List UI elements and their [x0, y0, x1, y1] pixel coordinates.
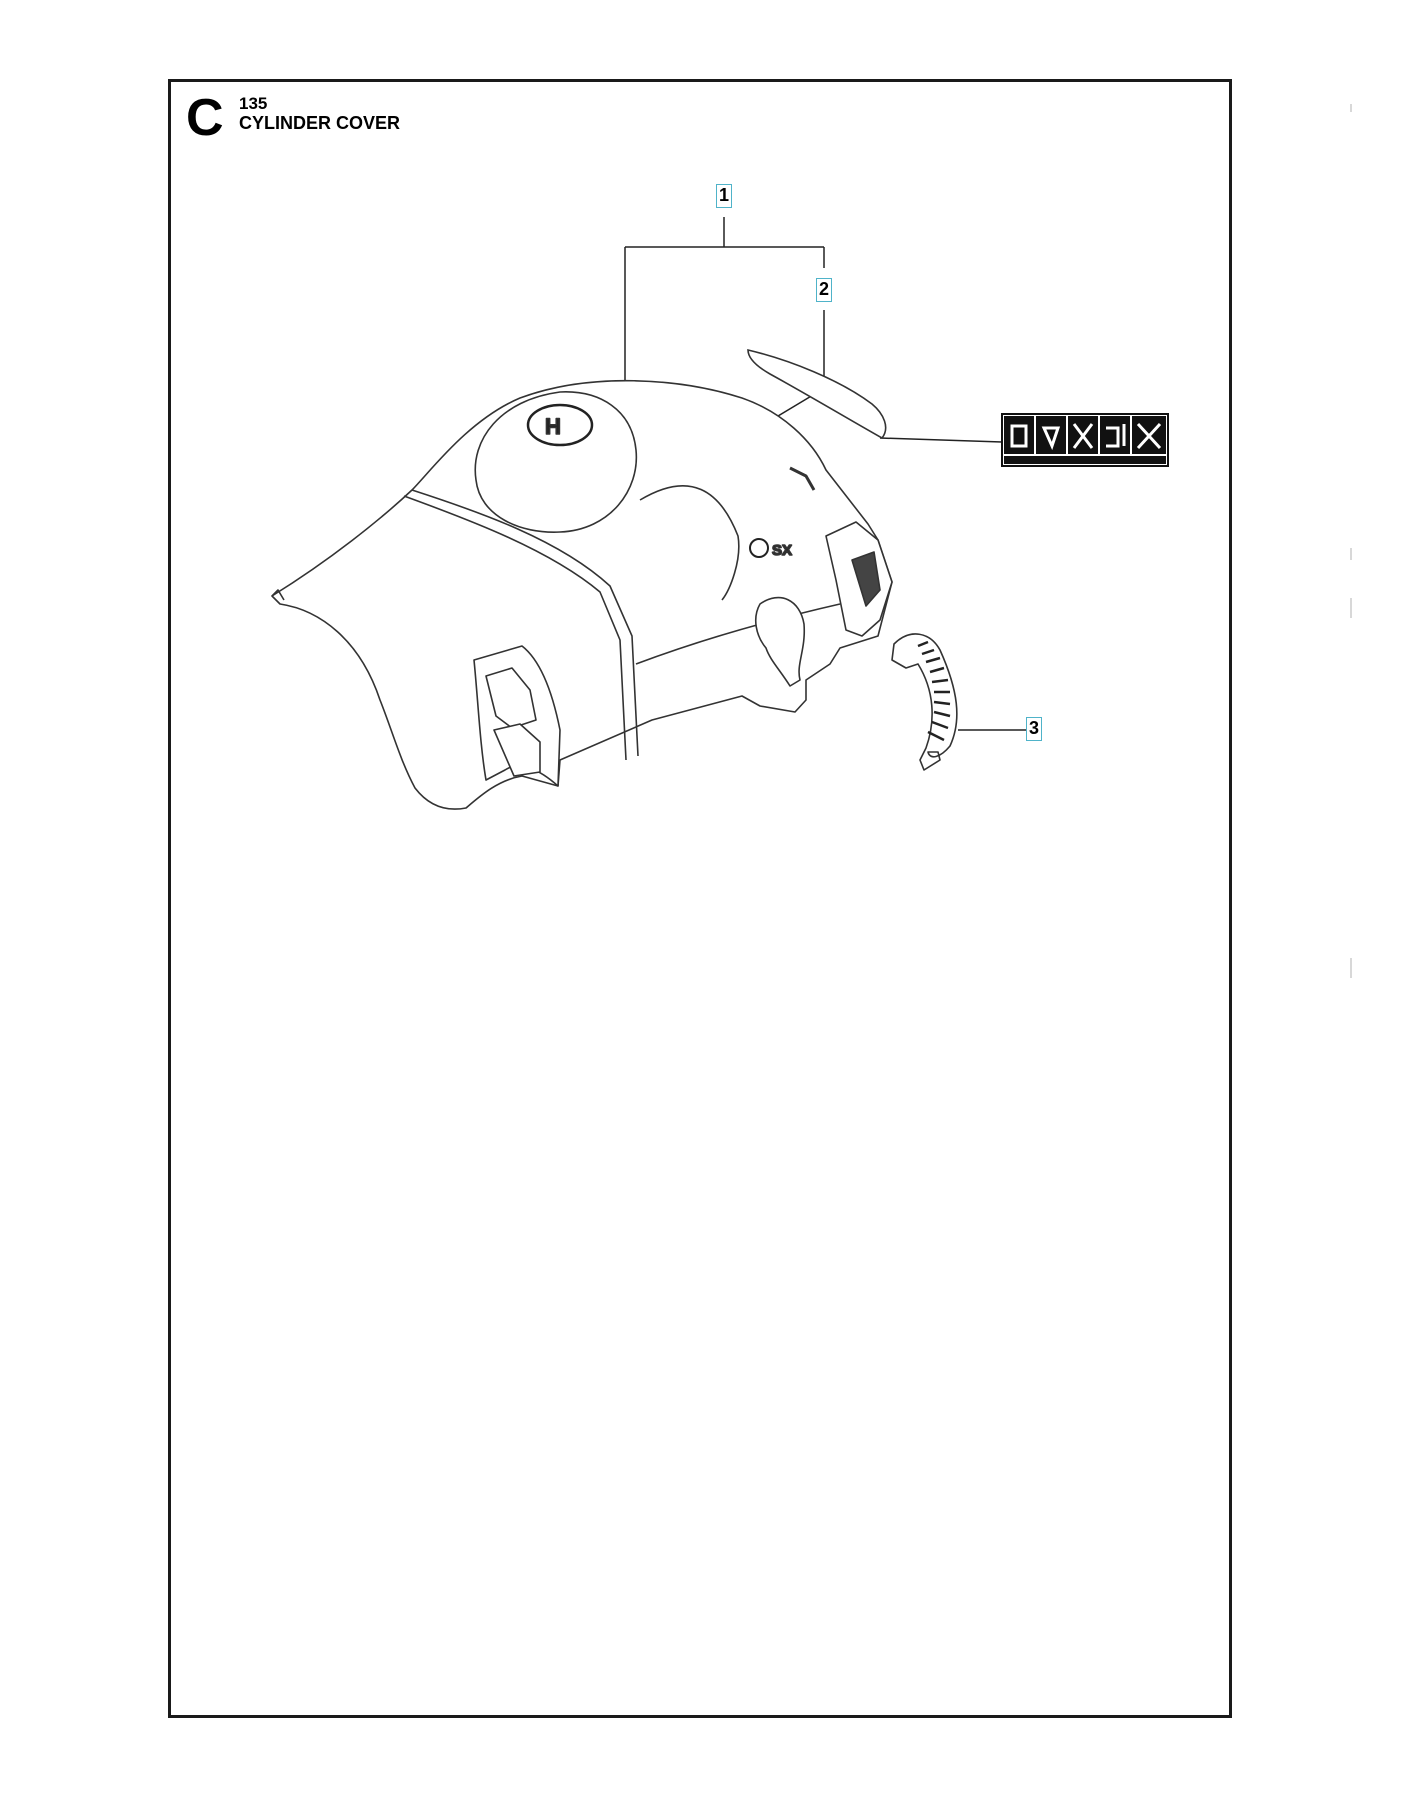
model-number: 135: [239, 94, 268, 113]
latch-clip: [892, 634, 957, 770]
edge-mark: [1350, 104, 1352, 112]
edge-mark: [1350, 598, 1352, 618]
section-letter: C: [186, 89, 224, 147]
svg-text:H: H: [545, 414, 561, 439]
callout-3: 3: [1026, 717, 1042, 741]
callout-2: 2: [816, 278, 832, 302]
svg-text:SX: SX: [772, 542, 793, 559]
section-title: CYLINDER COVER: [239, 113, 401, 133]
warning-label: [1002, 414, 1168, 466]
edge-mark: [1350, 548, 1352, 560]
edge-mark: [1350, 958, 1352, 978]
cylinder-cover: [272, 381, 892, 809]
callout-1: 1: [716, 184, 732, 208]
